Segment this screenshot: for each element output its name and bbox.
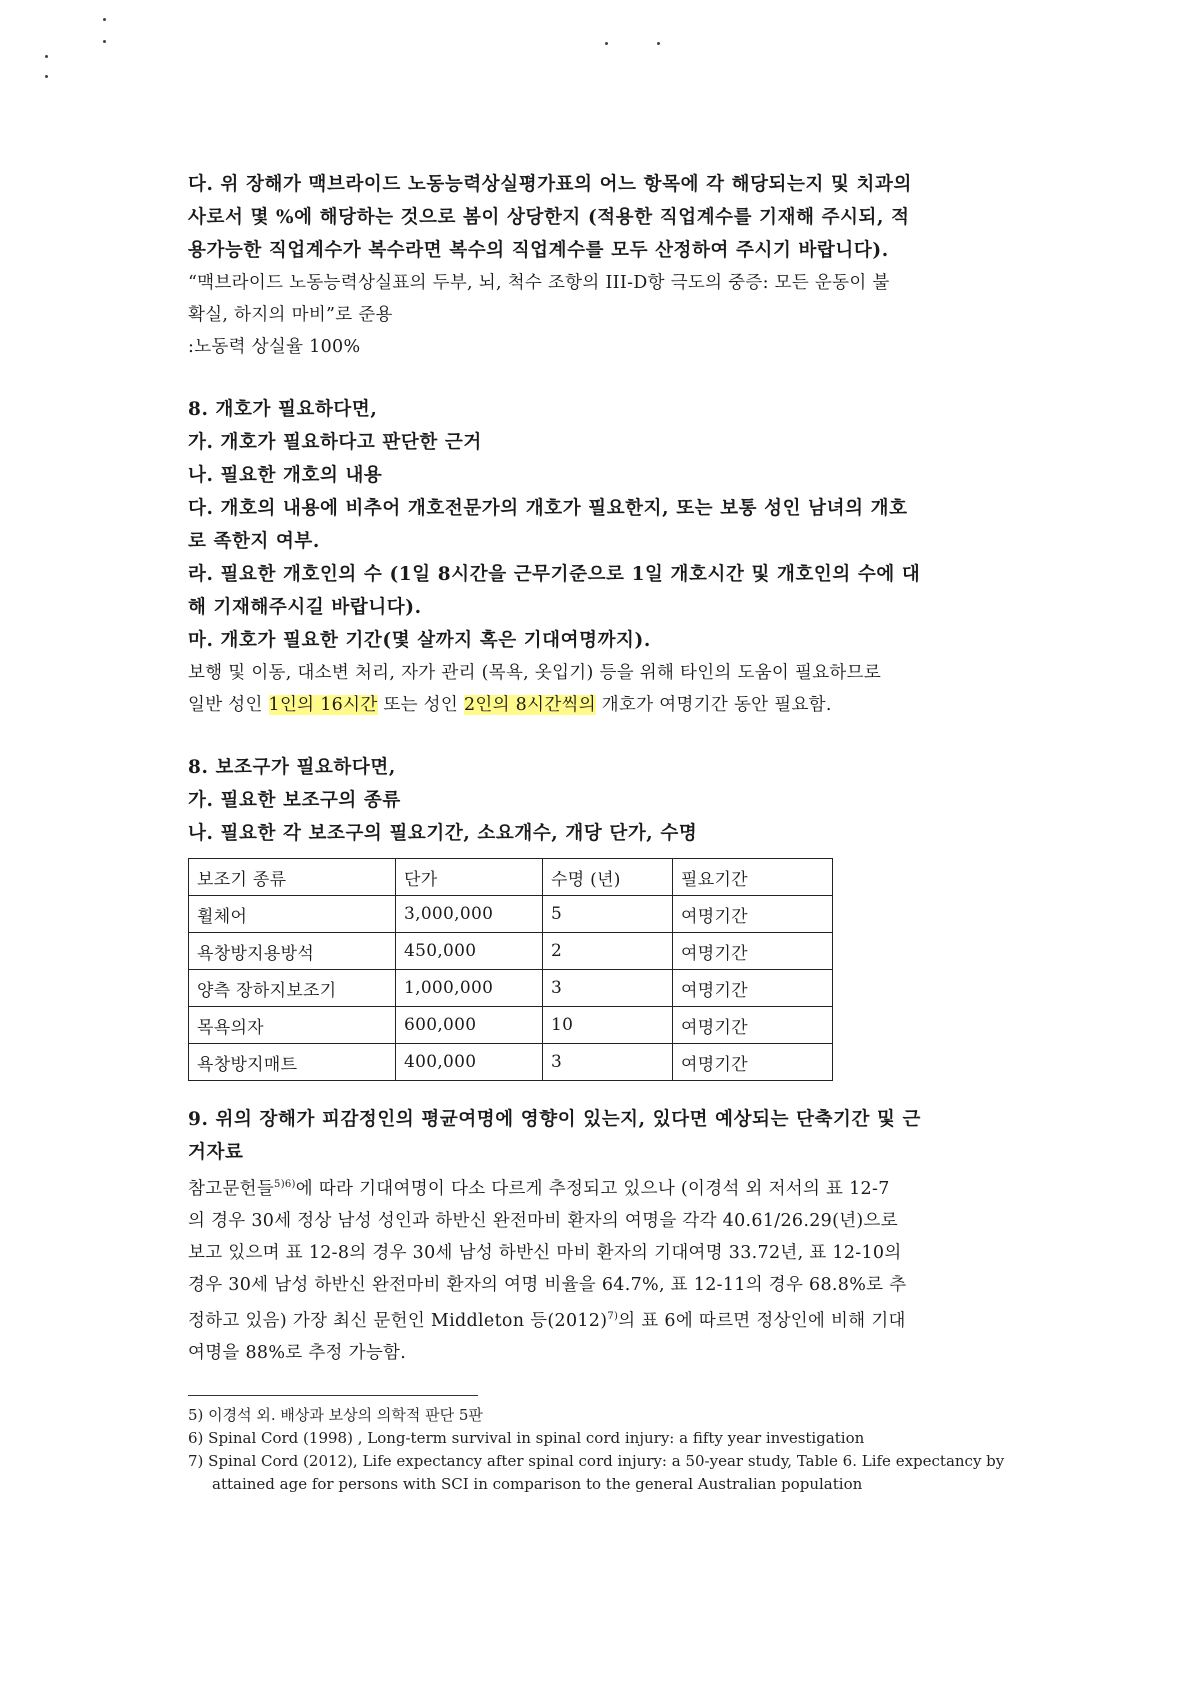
answer-line [188,1301,1048,1337]
answer-text: 또는 성인 [377,695,464,715]
scan-speck [103,18,106,21]
highlighted-text: 1인의 16시간 [268,695,378,715]
question-line: 용가능한 직업계수가 복수라면 복수의 직업계수를 모두 산정하여 주시기 바랍니다). [188,240,889,261]
table-header-cell: 수명 (년) [543,859,673,896]
question-line: 나. 필요한 개호의 내용 [188,465,383,486]
table-cell: 여명기간 [673,1007,833,1044]
answer-line: “맥브라이드 노동능력상실표의 두부, 뇌, 척수 조항의 III-D항 극도의 중증: 모든 운동이 불 [188,273,890,293]
question-line: 해 기재해주시길 바랍니다). [188,597,422,618]
table-cell: 1,000,000 [396,970,543,1007]
section-title: 8. 보조구가 필요하다면, [188,757,396,778]
table-cell: 10 [543,1007,673,1044]
question-line: 9. 위의 장해가 피감정인의 평균여명에 영향이 있는지, 있다면 예상되는 단축기간 및 근 [188,1109,922,1130]
assistive-device-table [188,858,833,1081]
footnote-ref: 7) [607,1310,619,1322]
table-cell: 3 [543,970,673,1007]
table-cell: 여명기간 [673,896,833,933]
table-cell: 욕창방지매트 [189,1044,396,1081]
table-cell: 휠체어 [189,896,396,933]
table-cell: 여명기간 [673,1044,833,1081]
document-page [188,168,1048,1496]
footnote-ref: 5)6) [274,1179,296,1190]
question-line: 마. 개호가 필요한 기간(몇 살까지 혹은 기대여명까지). [188,630,651,651]
table-cell: 3,000,000 [396,896,543,933]
answer-line: 보행 및 이동, 대소변 처리, 자가 관리 (목욕, 옷입기) 등을 위해 타인의 도움이 필요하므로 [188,663,882,683]
table-cell: 양측 장하지보조기 [189,970,396,1007]
table-cell: 목욕의자 [189,1007,396,1044]
answer-line: 경우 30세 남성 하반신 완전마비 환자의 여명 비율을 64.7%, 표 12-11의 경우 68.8%로 추 [188,1274,907,1295]
question-line: 라. 필요한 개호인의 수 (1일 8시간을 근무기준으로 1일 개호시간 및 개호인의 수에 대 [188,564,921,585]
footnotes [188,1404,1048,1496]
table-cell: 450,000 [396,933,543,970]
answer-line: 확실, 하지의 마비”로 준용 [188,305,393,325]
answer-line [188,1169,1048,1205]
table-header-cell: 필요기간 [673,859,833,896]
answer-text: 정하고 있음) 가장 최신 문헌인 Middleton 등(2012) [188,1310,608,1331]
table-cell: 5 [543,896,673,933]
question-line: 사로서 몇 %에 해당하는 것으로 봄이 상당한지 (적용한 직업계수를 기재해 주시되, 적 [188,207,910,228]
answer-text: 일반 성인 [188,695,269,715]
question-line: 가. 필요한 보조구의 종류 [188,790,401,811]
question-line: 다. 위 장해가 맥브라이드 노동능력상실평가표의 어느 항목에 각 해당되는지 및 치과의 [188,174,912,195]
table-row [189,970,833,1007]
question-line: 가. 개호가 필요하다고 판단한 근거 [188,432,482,453]
footnote: 7) Spinal Cord (2012), Life expectancy after spinal cord injury: a 50-year study, Table 6. Life expectancy by attained age for persons with SCI in comparison to the general Australian population [188,1451,1005,1493]
answer-text: 의 표 6에 따르면 정상인에 비해 기대 [618,1310,906,1331]
scan-speck [605,42,608,45]
scan-speck [45,75,48,78]
answer-line: :노동력 상실율 100% [188,337,361,357]
footnote: 6) Spinal Cord (1998) , Long-term survival in spinal cord injury: a fifty year investigation [188,1428,865,1447]
table-row [189,933,833,970]
scan-speck [657,42,660,45]
answer-line: 보고 있으며 표 12-8의 경우 30세 남성 하반신 마비 환자의 기대여명 33.72년, 표 12-10의 [188,1242,902,1263]
answer-line: 여명을 88%로 추정 가능함. [188,1342,407,1363]
highlighted-text: 2인의 8시간씩의 [463,695,596,715]
table-cell: 여명기간 [673,970,833,1007]
table-row [189,896,833,933]
table-header-cell: 단가 [396,859,543,896]
table-row [189,1044,833,1081]
table-header-row [189,859,833,896]
table-cell: 600,000 [396,1007,543,1044]
answer-line: 의 경우 30세 정상 남성 성인과 하반신 완전마비 환자의 여명을 각각 40.61/26.29(년)으로 [188,1210,898,1231]
section-aids [188,751,1048,1081]
question-line: 다. 개호의 내용에 비추어 개호전문가의 개호가 필요한지, 또는 보통 성인 남녀의 개호 [188,498,908,519]
scan-speck [103,40,106,43]
table-cell: 욕창방지용방석 [189,933,396,970]
section-care [188,393,1048,721]
answer-line [188,689,1048,721]
footnote: 5) 이경석 외. 배상과 보상의 의학적 판단 5판 [188,1405,483,1424]
section-title: 8. 개호가 필요하다면, [188,399,378,420]
scan-speck [45,55,48,58]
section-life-expectancy [188,1103,1048,1369]
table-cell: 2 [543,933,673,970]
table-cell: 3 [543,1044,673,1081]
section-da [188,168,1048,363]
answer-text: 에 따라 기대여명이 다소 다르게 추정되고 있으나 (이경석 외 저서의 표 12-7 [295,1178,890,1199]
question-line: 나. 필요한 각 보조구의 필요기간, 소요개수, 개당 단가, 수명 [188,823,698,844]
answer-text: 개호가 여명기간 동안 필요함. [595,695,832,715]
table-cell: 400,000 [396,1044,543,1081]
answer-text: 참고문헌들 [188,1178,275,1199]
table-header-cell: 보조기 종류 [189,859,396,896]
question-line: 거자료 [188,1142,244,1163]
table-cell: 여명기간 [673,933,833,970]
question-line: 로 족한지 여부. [188,531,320,552]
footnote-divider [188,1395,478,1396]
table-row [189,1007,833,1044]
